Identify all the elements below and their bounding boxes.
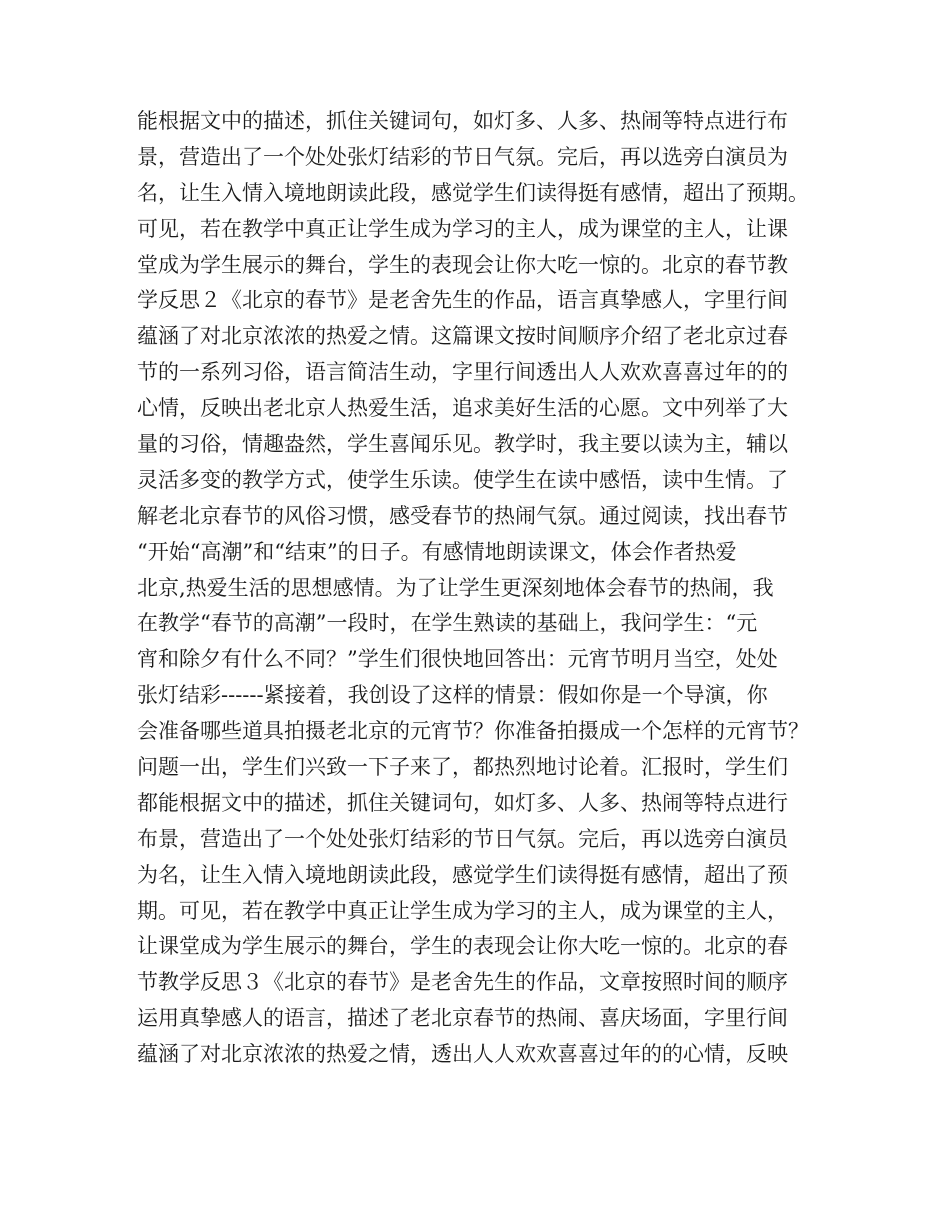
text-line: 让课堂成为学生展示的舞台，学生的表现会让你大吃一惊的。北京的春	[137, 934, 788, 959]
text-line: 张灯结彩------紧接着，我创设了这样的情景：假如你是一个导演，你	[137, 683, 768, 708]
text-line: 学反思２《北京的春节》是老舍先生的作品，语言真挚感人，字里行间	[137, 288, 788, 313]
text-line: 在教学“春节的高潮”一段时，在学生熟读的基础上，我问学生：“元	[137, 611, 758, 636]
text-line: 解老北京春节的风俗习惯，感受春节的热闹气氛。通过阅读，找出春节	[137, 503, 788, 528]
text-line: 为名，让生入情入境地朗读此段，感觉学生们读得挺有感情，超出了预	[137, 862, 788, 887]
text-line: 能根据文中的描述，抓住关键词句，如灯多、人多、热闹等特点进行布	[137, 109, 788, 133]
text-line: “开始“高潮”和“结束”的日子。有感情地朗读课文，体会作者热爱	[137, 539, 737, 564]
text-line: 蕴涵了对北京浓浓的热爱之情，透出人人欢欢喜喜过年的的心情，反映	[137, 1042, 788, 1067]
text-line: 问题一出，学生们兴致一下子来了，都热烈地讨论着。汇报时，学生们	[137, 755, 788, 780]
text-line: 量的习俗，情趣盎然，学生喜闻乐见。教学时，我主要以读为主，辅以	[137, 432, 788, 457]
text-line: 运用真挚感人的语言，描述了老北京春节的热闹、喜庆场面，字里行间	[137, 1006, 788, 1031]
text-line: 堂成为学生展示的舞台，学生的表现会让你大吃一惊的。北京的春节教	[137, 252, 788, 277]
text-line: 节教学反思３《北京的春节》是老舍先生的作品，文章按照时间的顺序	[137, 970, 788, 995]
text-line: 期。可见，若在教学中真正让学生成为学习的主人，成为课堂的主人，	[137, 898, 788, 923]
text-line: 可见，若在教学中真正让学生成为学习的主人，成为课堂的主人，让课	[137, 216, 788, 241]
text-line: 宵和除夕有什么不同？”学生们很快地回答出：元宵节明月当空，处处	[137, 647, 778, 672]
text-line: 会准备哪些道具拍摄老北京的元宵节？你准备拍摄成一个怎样的元宵节？	[137, 719, 809, 744]
text-line: 都能根据文中的描述，抓住关键词句，如灯多、人多、热闹等特点进行	[137, 790, 788, 815]
text-line: 布景，营造出了一个处处张灯结彩的节日气氛。完后，再以选旁白演员	[137, 826, 788, 851]
text-line: 蕴涵了对北京浓浓的热爱之情。这篇课文按时间顺序介绍了老北京过春	[137, 324, 788, 349]
text-line: 灵活多变的教学方式，使学生乐读。使学生在读中感悟，读中生情。了	[137, 467, 788, 492]
text-line: 北京,热爱生活的思想感情。为了让学生更深刻地体会春节的热闹，我	[137, 575, 774, 600]
text-line: 节的一系列习俗，语言简洁生动，字里行间透出人人欢欢喜喜过年的的	[137, 360, 788, 385]
text-line: 景，营造出了一个处处张灯结彩的节日气氛。完后，再以选旁白演员为	[137, 144, 788, 169]
body-text	[137, 104, 827, 1073]
text-line: 名，让生入情入境地朗读此段，感觉学生们读得挺有感情，超出了预期。	[137, 180, 809, 205]
text-line: 心情，反映出老北京人热爱生活，追求美好生活的心愿。文中列举了大	[137, 396, 788, 421]
